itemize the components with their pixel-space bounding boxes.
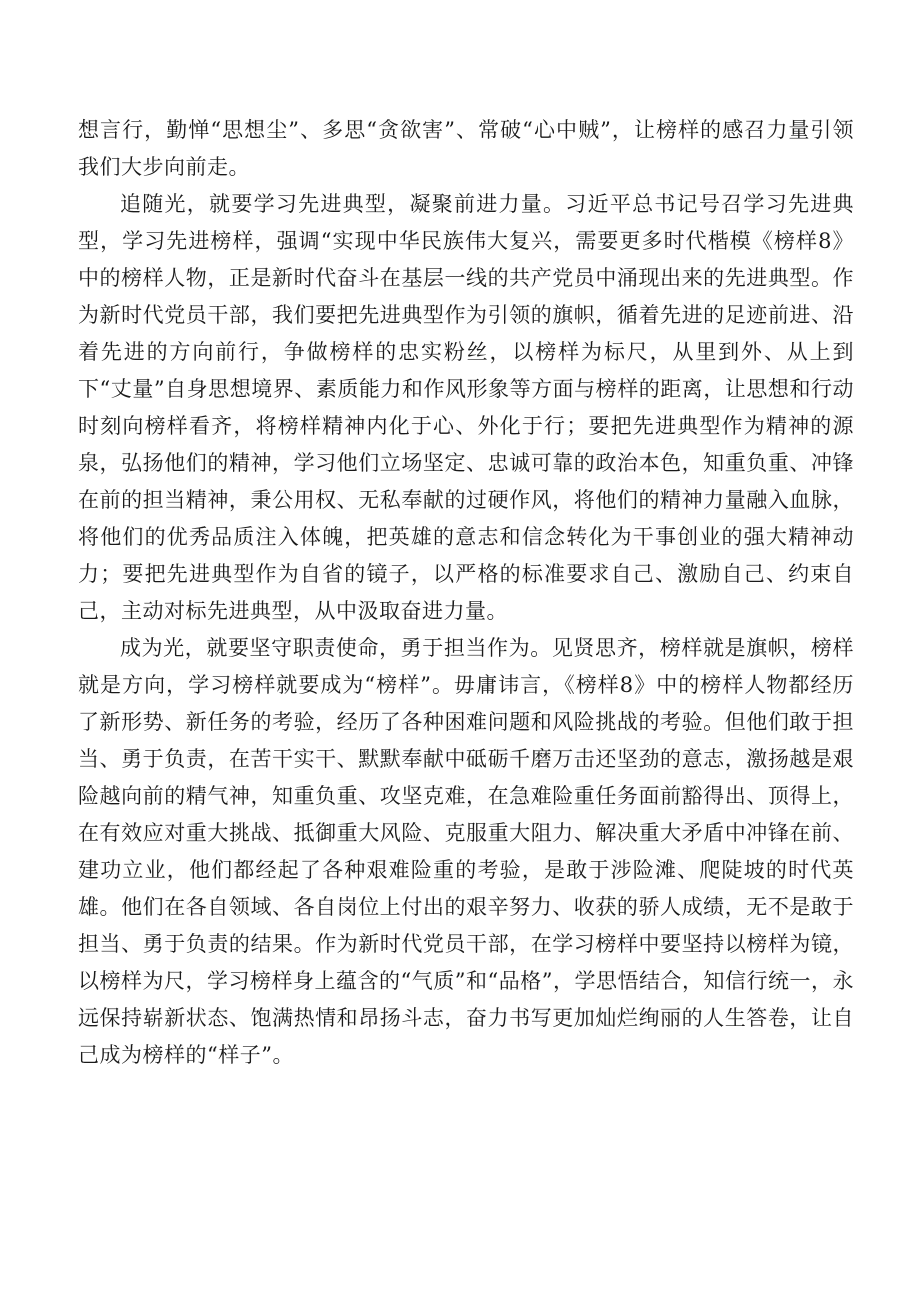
paragraph-continuation: 想言行，勤惮“思想尘”、多思“贪欲害”、常破“心中贼”，让榜样的感召力量引领我们大步向前走。 [78,118,854,179]
document-body [78,112,854,1074]
paragraph-follow-the-light: 追随光，就要学习先进典型，凝聚前进力量。习近平总书记号召学习先进典型，学习先进榜样，强调“实现中华民族伟大复兴，需要更多时代楷模《榜样8》中的榜样人物，正是新时代奋斗在基层一线的共产党员中涌现出来的先进典型。作为新时代党员干部，我们要把先进典型作为引领的旗帜，循着先进的足迹前进、沿着先进的方向前行，争做榜样的忠实粉丝，以榜样为标尺，从里到外、从上到下“丈量”自身思想境界、素质能力和作风形象等方面与榜样的距离，让思想和行动时刻向榜样看齐，将榜样精神内化于心、外化于行；要把先进典型作为精神的源泉，弘扬他们的精神，学习他们立场坚定、忠诚可靠的政治本色，知重负重、冲锋在前的担当精神，秉公用权、无私奉献的过硬作风，将他们的精神力量融入血脉，将他们的优秀品质注入体魄，把英雄的意志和信念转化为干事创业的强大精神动力；要把先进典型作为自省的镜子，以严格的标准要求自己、激励自己、约束自己，主动对标先进典型，从中汲取奋进力量。 [78,192,854,623]
paragraph-become-the-light: 成为光，就要坚守职责使命，勇于担当作为。见贤思齐，榜样就是旗帜，榜样就是方向，学习榜样就要成为“榜样”。毋庸讳言，《榜样8》中的榜样人物都经历了新形势、新任务的考验，经历了各种困难问题和风险挑战的考验。但他们敢于担当、勇于负责，在苦干实干、默默奉献中砥砺千磨万击还坚劲的意志，激扬越是艰险越向前的精气神，知重负重、攻坚克难，在急难险重任务面前豁得出、顶得上，在有效应对重大挑战、抵御重大风险、克服重大阻力、解决重大矛盾中冲锋在前、建功立业，他们都经起了各种艰难险重的考验，是敢于涉险滩、爬陡坡的时代英雄。他们在各自领域、各自岗位上付出的艰辛努力、收获的骄人成绩，无不是敢于担当、勇于负责的结果。作为新时代党员干部，在学习榜样中要坚持以榜样为镜，以榜样为尺，学习榜样身上蕴含的“气质”和“品格”，学思悟结合，知信行统一，永远保持崭新状态、饱满热情和昂扬斗志，奋力书写更加灿烂绚丽的人生答卷，让自己成为榜样的“样子”。 [78,636,854,1067]
